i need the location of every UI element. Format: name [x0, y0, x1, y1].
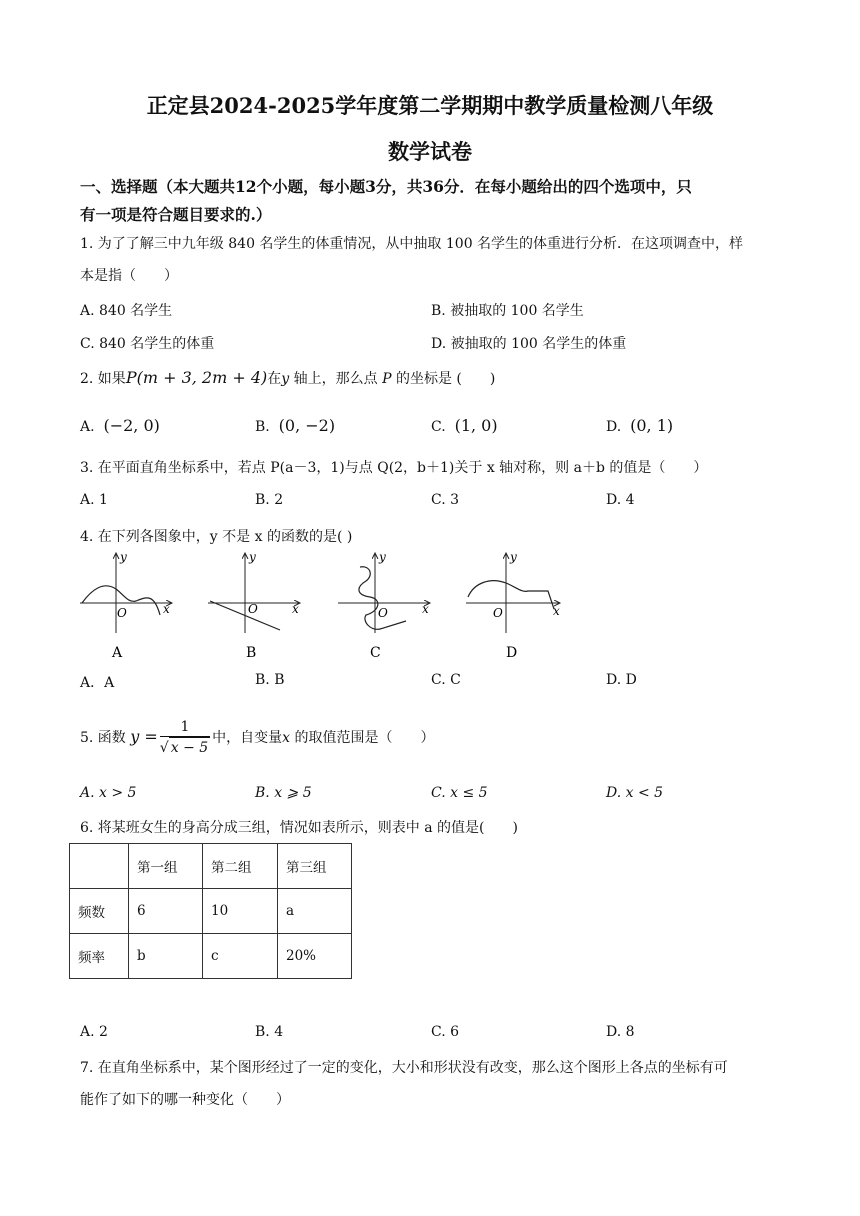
table-cell: b — [129, 934, 203, 979]
graph-b-x-label: x — [292, 602, 299, 616]
q2-suffix2: 的坐标是 ( ) — [391, 371, 496, 387]
q2-prefix: 2. 如果 — [80, 371, 126, 387]
q7-stem-line1: 7. 在直角坐标系中，某个图形经过了一定的变化，大小和形状没有改变，那么这个图形上各点的坐标有可 — [80, 1060, 728, 1076]
q4-option-c: C. C — [431, 672, 461, 688]
graph-c-y-label: y — [379, 550, 386, 564]
graph-c — [338, 550, 430, 661]
graph-d-y-label: y — [510, 550, 517, 564]
graph-d-curve — [468, 581, 554, 609]
q2-point2: P — [382, 371, 392, 387]
exam-title: 正定县2024-2025学年度第二学期期中教学质量检测八年级 — [146, 93, 714, 118]
table-cell: 6 — [129, 889, 203, 934]
table-cell: 20% — [278, 934, 352, 979]
q5-prefix: 5. 函数 — [80, 730, 131, 746]
table-header-cell: 第二组 — [203, 844, 278, 889]
graph-d-x-label: x — [553, 604, 560, 618]
q5-suffix2: 的取值范围是（ ） — [290, 730, 435, 746]
q5-option-d: D. x < 5 — [606, 785, 664, 801]
q4-option-b: B. B — [255, 672, 285, 688]
table-row — [70, 934, 352, 979]
table-cell: c — [203, 934, 278, 979]
q3-option-a: A. 1 — [80, 492, 108, 508]
q6-stem: 6. 将某班女生的身高分成三组，情况如表所示，则表中 a 的值是( ) — [80, 820, 518, 836]
q2-coords: (m + 3, 2m + 4) — [136, 368, 268, 387]
graph-a-caption: A — [112, 645, 123, 661]
q1-option-d: D. 被抽取的 100 名学生的体重 — [431, 336, 627, 352]
graph-a-origin: O — [117, 606, 127, 620]
graph-b-origin: O — [248, 602, 258, 616]
q5-var: x — [282, 730, 291, 746]
table-row — [70, 889, 352, 934]
section-heading-line1: 一、选择题（本大题共12个小题，每小题3分，共36分．在每小题给出的四个选项中，只 — [80, 177, 692, 196]
q1-stem-line2: 本是指（ ） — [80, 268, 178, 284]
table-header-row — [70, 844, 352, 889]
graph-d-caption: D — [506, 645, 518, 661]
table-cell — [70, 844, 129, 889]
graph-a — [80, 550, 172, 661]
graph-b — [208, 550, 300, 661]
table-header-cell: 第三组 — [278, 844, 352, 889]
q2-option-d: D. (0, 1) — [606, 416, 674, 435]
q2-option-c: C. (1, 0) — [431, 416, 498, 435]
table-cell: 10 — [203, 889, 278, 934]
graph-c-caption: C — [370, 645, 381, 661]
q1-option-c: C. 840 名学生的体重 — [80, 336, 215, 352]
q2-option-b: B. (0, −2) — [255, 416, 336, 435]
q6-option-b: B. 4 — [255, 1024, 284, 1040]
q4-option-d: D. D — [606, 672, 637, 688]
graph-c-origin: O — [378, 606, 388, 620]
q3-stem: 3. 在平面直角坐标系中，若点 P(a－3，1)与点 Q(2，b＋1)关于 x 轴对称，则 a＋b 的值是（ ） — [80, 460, 708, 476]
q5-fraction: $\frac{1}{√ x - 5}$ — [159, 719, 209, 756]
q2-mid: 在 — [267, 371, 282, 387]
q5-numerator: 1 — [160, 718, 210, 737]
q2-stem — [80, 368, 495, 388]
q3-option-c: C. 3 — [431, 492, 460, 508]
q6-option-d: D. 8 — [606, 1024, 635, 1040]
table-header-cell: 第一组 — [129, 844, 203, 889]
section-heading-line2: 有一项是符合题目要求的.） — [80, 205, 272, 224]
graph-d — [466, 550, 560, 661]
exam-subtitle: 数学试卷 — [388, 139, 472, 164]
q6-option-a: A. 2 — [80, 1024, 108, 1040]
q6-option-c: C. 6 — [431, 1024, 460, 1040]
q4-stem: 4. 在下列各图象中，y 不是 x 的函数的是( ) — [80, 529, 353, 545]
q5-suffix: 中，自变量 — [212, 730, 283, 746]
graph-a-y-label: y — [120, 550, 127, 564]
table-cell: a — [278, 889, 352, 934]
graph-b-caption: B — [246, 645, 257, 661]
q2-point: P — [125, 368, 137, 387]
q5-option-c: C. x ≤ 5 — [431, 785, 488, 801]
q2-axis: y — [281, 371, 290, 387]
q6-frequency-table — [69, 843, 352, 979]
graph-d-origin: O — [493, 606, 503, 620]
q4-graphs — [70, 545, 580, 665]
q4-option-a: A．A — [80, 675, 115, 691]
q1-option-a: A. 840 名学生 — [80, 303, 173, 319]
q5-option-b: B. x ⩾ 5 — [255, 785, 312, 801]
graph-c-x-label: x — [422, 602, 429, 616]
q1-option-b: B. 被抽取的 100 名学生 — [431, 303, 584, 319]
q2-suffix1: 轴上，那么点 — [289, 371, 383, 387]
graph-b-y-label: y — [249, 550, 256, 564]
q3-option-d: D. 4 — [606, 492, 635, 508]
q5-lhs: y = — [130, 727, 158, 746]
q3-option-b: B. 2 — [255, 492, 284, 508]
q5-option-a: A. x > 5 — [80, 785, 137, 801]
table-cell: 频数 — [70, 889, 129, 934]
table-cell: 频率 — [70, 934, 129, 979]
q5-denominator: x − 5 — [169, 737, 210, 758]
q1-stem-line1: 1. 为了了解三中九年级 840 名学生的体重情况，从中抽取 100 名学生的体重进行分析．在这项调查中，样 — [80, 236, 744, 252]
q5-stem — [80, 718, 435, 758]
graph-a-x-label: x — [163, 602, 170, 616]
q2-option-a: A. (−2, 0) — [80, 416, 160, 435]
q7-stem-line2: 能作了如下的哪一种变化（ ） — [80, 1092, 290, 1108]
